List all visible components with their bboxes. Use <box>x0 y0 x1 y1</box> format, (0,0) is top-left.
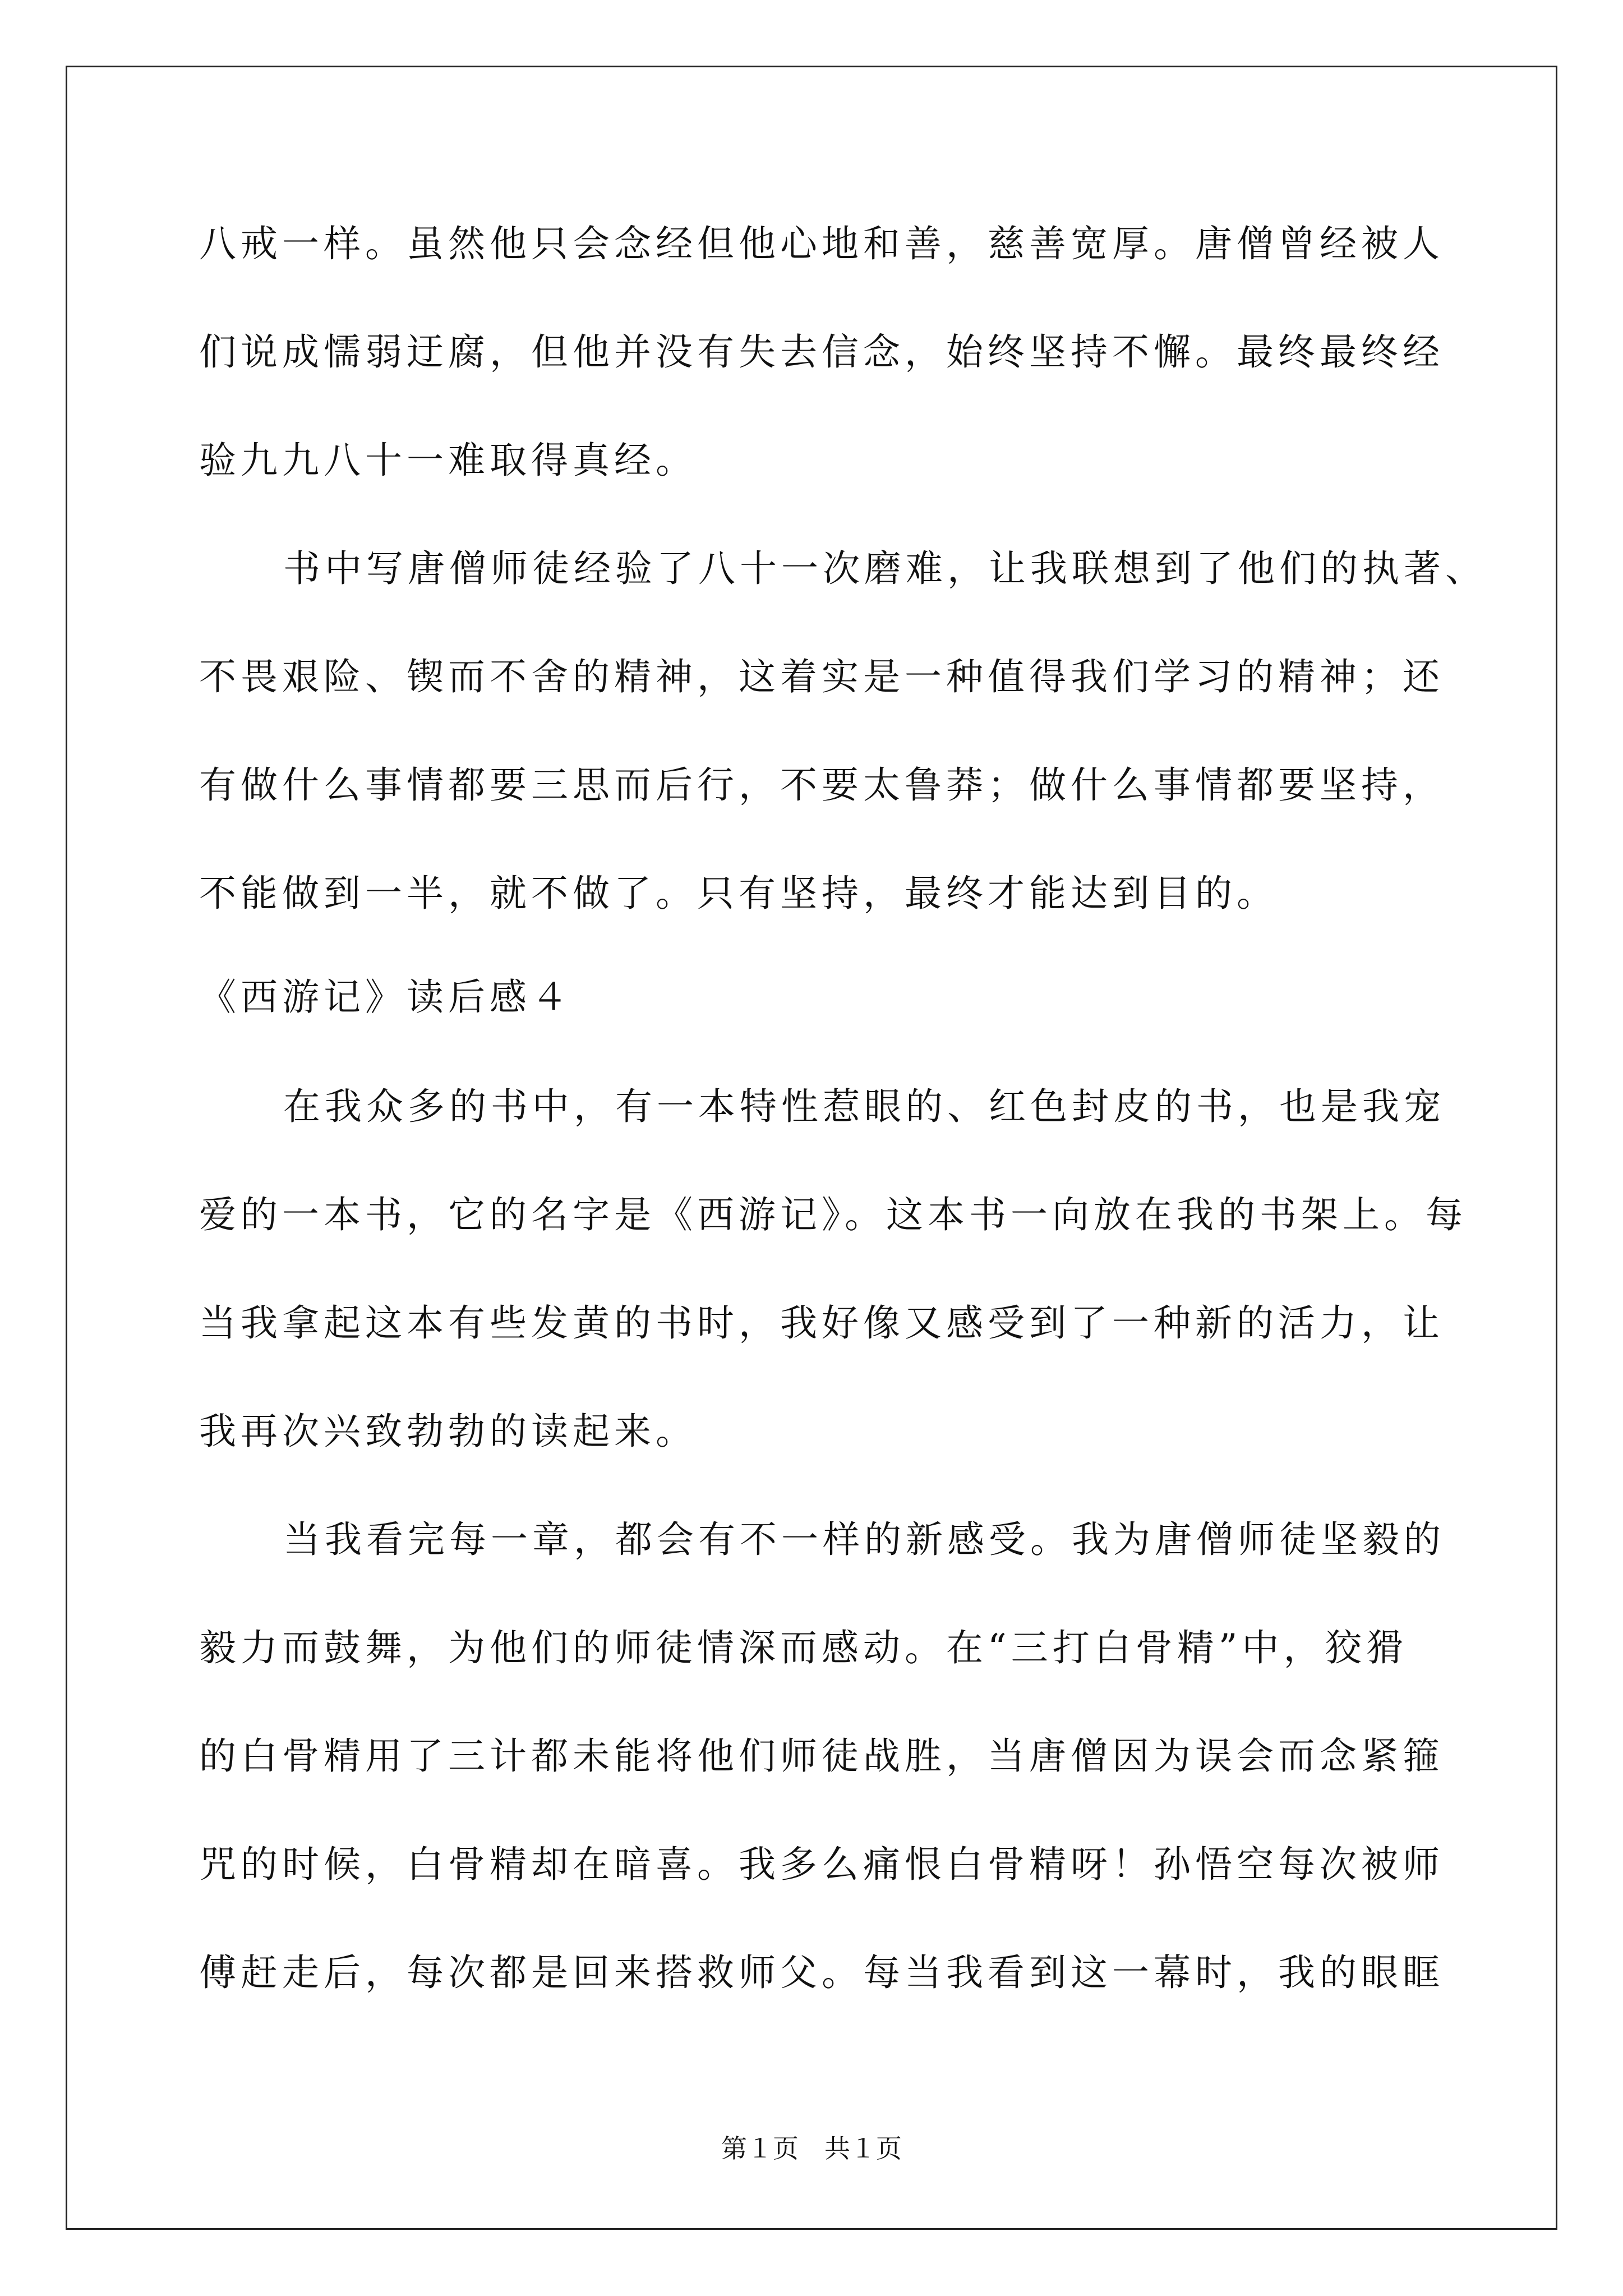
paragraph-first-line: 书中写唐僧师徒经验了八十一次磨难，让我联想到了他们的执著、 <box>283 547 1487 590</box>
text-line: 毅力而鼓舞，为他们的师徒情深而感动。在“三打白骨精”中，狡猾 <box>199 1626 1408 1669</box>
text-line: 我再次兴致勃勃的读起来。 <box>199 1410 697 1453</box>
page-border <box>66 66 1557 2230</box>
text-line: 爱的一本书，它的名字是《西游记》。这本书一向放在我的书架上。每 <box>199 1193 1467 1236</box>
page-footer: 第１页 共１页 <box>721 2133 902 2164</box>
text-line: 的白骨精用了三计都未能将他们师徒战胜，当唐僧因为误会而念紧箍 <box>199 1734 1444 1778</box>
text-line: 不畏艰险、锲而不舍的精神，这着实是一种值得我们学习的精神；还 <box>199 655 1444 698</box>
paragraph-first-line: 当我看完每一章，都会有不一样的新感受。我为唐僧师徒坚毅的 <box>283 1518 1445 1561</box>
text-line: 傅赶走后，每次都是回来搭救师父。每当我看到这一幕时，我的眼眶 <box>199 1951 1444 1994</box>
text-line: 有做什么事情都要三思而后行，不要太鲁莽；做什么事情都要坚持， <box>199 763 1444 807</box>
paragraph-first-line: 在我众多的书中，有一本特性惹眼的、红色封皮的书，也是我宠 <box>283 1085 1445 1128</box>
text-line: 咒的时候，白骨精却在暗喜。我多么痛恨白骨精呀！孙悟空每次被师 <box>199 1843 1444 1886</box>
section-heading: 《西游记》读后感４ <box>199 976 573 1019</box>
text-line: 们说成懦弱迂腐，但他并没有失去信念，始终坚持不懈。最终最终经 <box>199 330 1444 374</box>
text-line: 八戒一样。虽然他只会念经但他心地和善，慈善宽厚。唐僧曾经被人 <box>199 222 1444 265</box>
text-line: 当我拿起这本有些发黄的书时，我好像又感受到了一种新的活力，让 <box>199 1301 1444 1345</box>
text-line: 验九九八十一难取得真经。 <box>199 439 697 482</box>
text-line: 不能做到一半，就不做了。只有坚持，最终才能达到目的。 <box>199 872 1278 915</box>
